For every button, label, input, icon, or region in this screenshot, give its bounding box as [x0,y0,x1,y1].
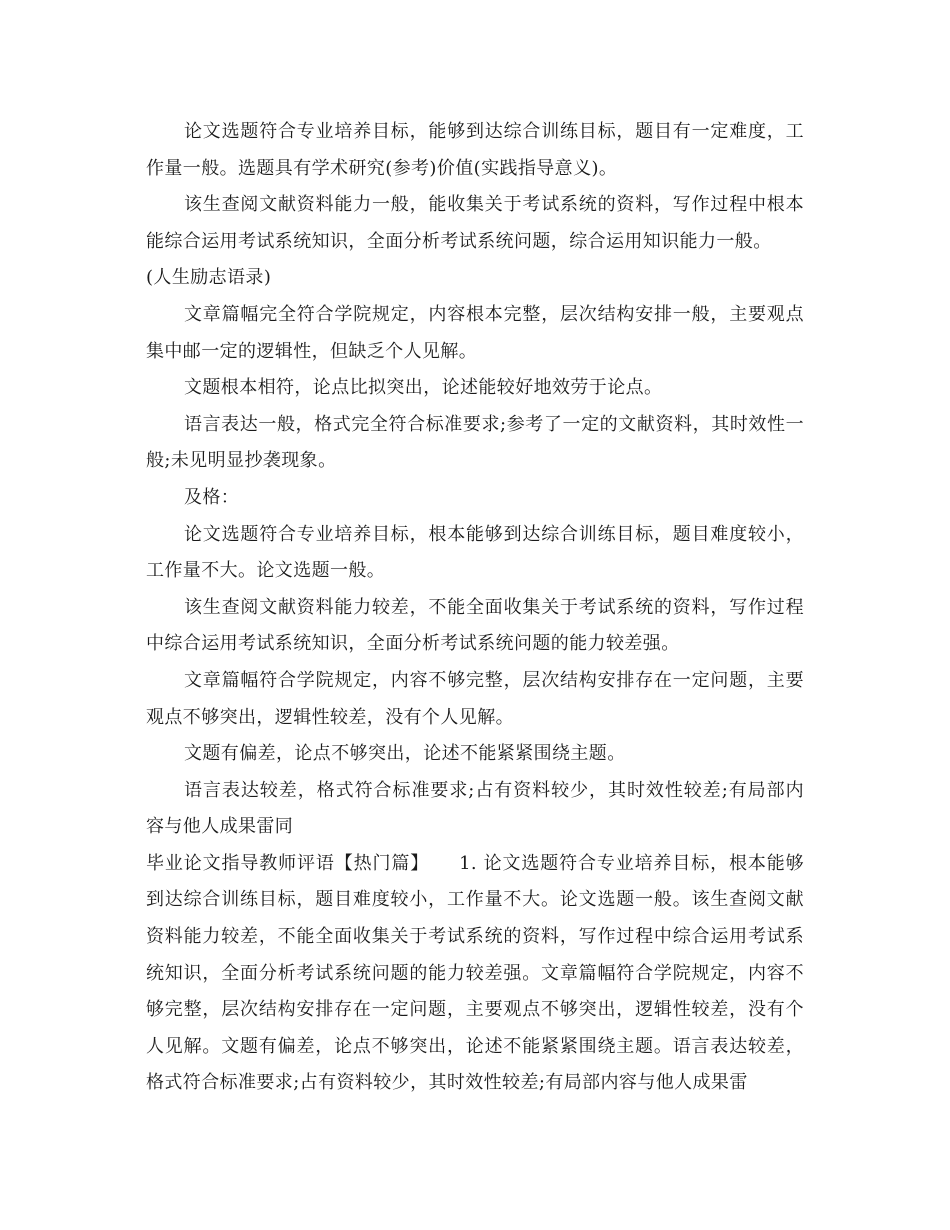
paragraph-pass-argument: 文题有偏差，论点不够突出，论述不能紧紧围绕主题。 [184,743,626,765]
paragraph-structure: 文章篇幅完全符合学院规定，内容根本完整，层次结构安排一般，主要观点集中邮一定的逻辑性，但缺乏个人见解。 [146,303,804,362]
hot-section [146,846,804,1102]
paragraph-pass-research: 该生查阅文献资料能力较差，不能全面收集关于考试系统的资料，写作过程中综合运用考试系统知识，全面分析考试系统问题的能力较差强。 [146,596,804,655]
grade-heading-pass: 及格： [184,486,240,508]
hot-section-heading: 毕业论文指导教师评语【热门篇】 [146,852,430,874]
paragraph-argument: 文题根本相符，论点比拟突出，论述能较好地效劳于论点。 [184,377,663,399]
document-page [146,114,804,1102]
paragraph-pass-language: 语言表达较差，格式符合标准要求;占有资料较少，其时效性较差;有局部内容与他人成果雷同 [146,779,804,838]
paragraph-language: 语言表达一般，格式完全符合标准要求;参考了一定的文献资料，其时效性一般;未见明显抄袭现象。 [146,413,804,472]
paragraph-research-ability: 该生查阅文献资料能力一般，能收集关于考试系统的资料，写作过程中根本能综合运用考试系统知识，全面分析考试系统问题，综合运用知识能力一般。 [146,194,804,252]
paragraph-pass-topic: 论文选题符合专业培养目标，根本能够到达综合训练目标，题目难度较小，工作量不大。论文选题一般。 [146,523,804,582]
paragraph-topic-evaluation: 论文选题符合专业培养目标，能够到达综合训练目标，题目有一定难度，工作量一般。选题具有学术研究(参考)价值(实践指导意义)。 [146,121,804,179]
paragraph-motto-note: (人生励志语录) [146,267,272,289]
paragraph-pass-structure: 文章篇幅符合学院规定，内容不够完整，层次结构安排存在一定问题，主要观点不够突出，逻辑性较差，没有个人见解。 [146,669,804,728]
hot-section-body: 1. 论文选题符合专业培养目标，根本能够到达综合训练目标，题目难度较小，工作量不大。论文选题一般。该生查阅文献资料能力较差，不能全面收集关于考试系统的资料，写作过程中综合运用考试系统知识，全面分析考试系统问题的能力较差强。文章篇幅符合学院规定，内容不够完整，层次结构安排存在一定问题，主要观点不够突出，逻辑性较差，没有个人见解。文题有偏差，论点不够突出，论述不能紧紧围绕主题。语言表达较差，格式符合标准要求;占有资料较少，其时效性较差;有局部内容与他人成果雷 [146,852,804,1094]
